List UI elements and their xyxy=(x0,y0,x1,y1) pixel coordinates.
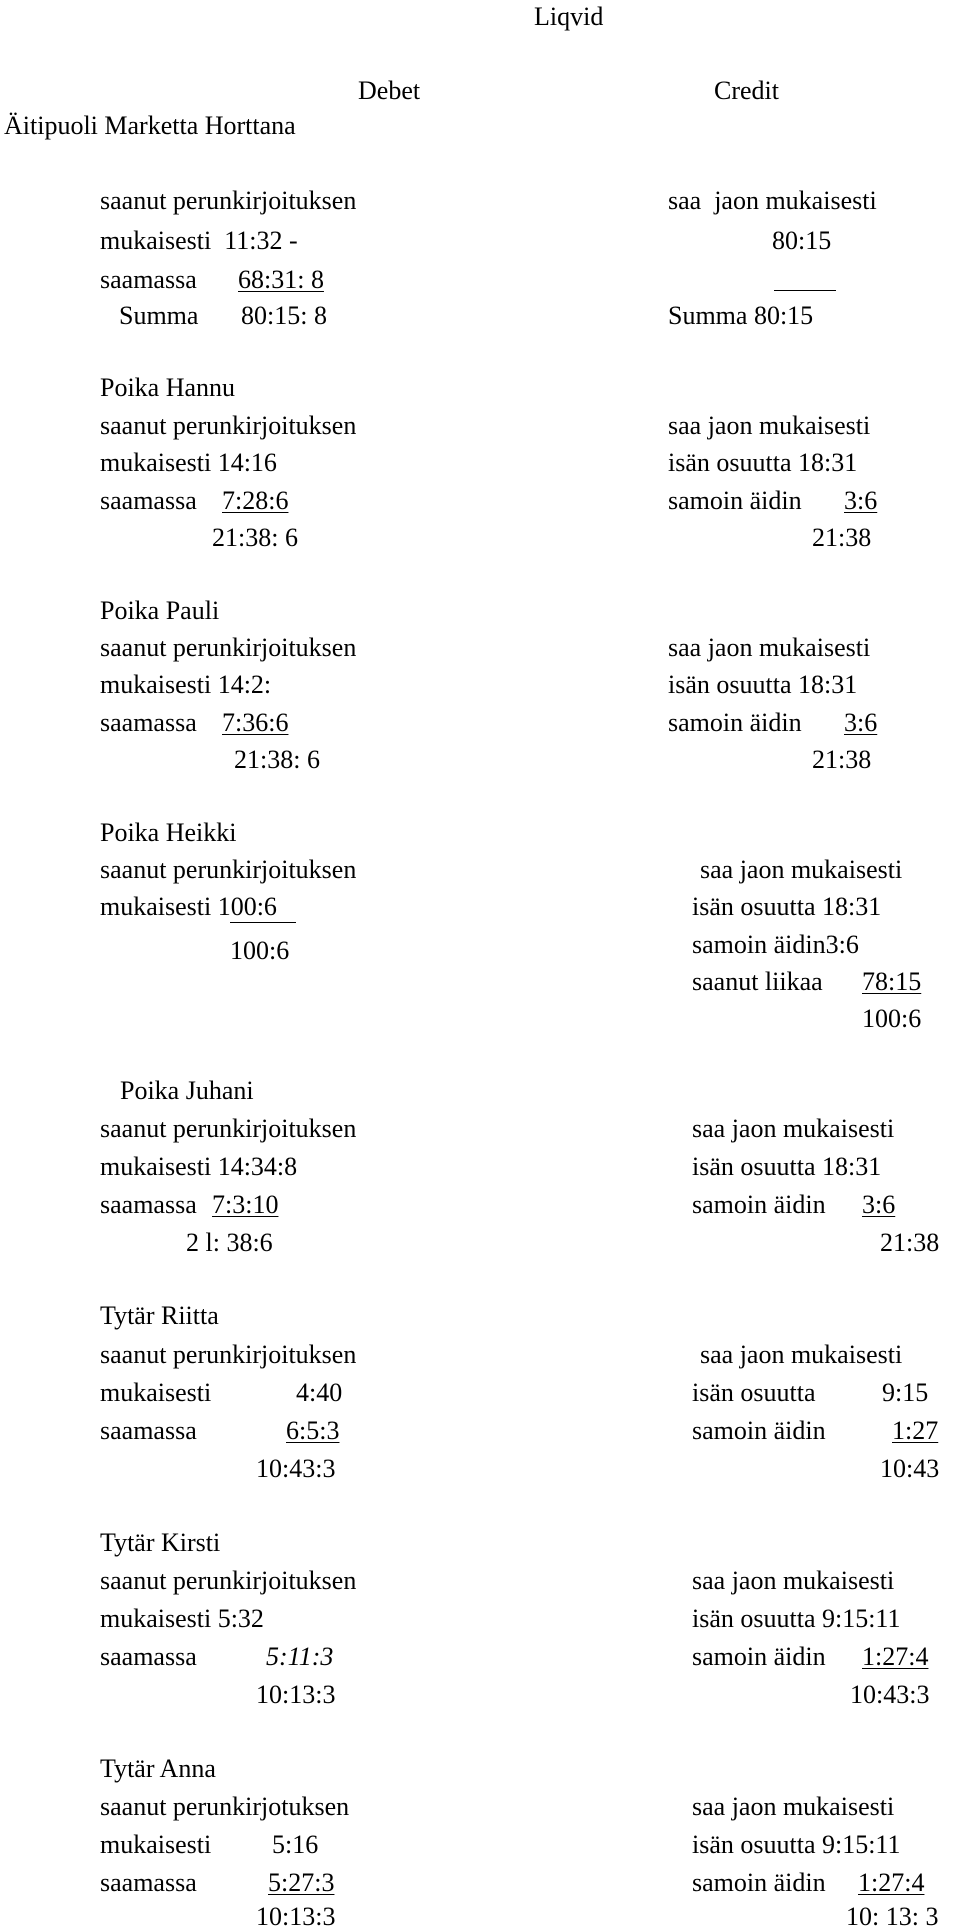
riitta-debit-mukaisesti-value: 4:40 xyxy=(296,1378,343,1407)
anna-name: Tytär Anna xyxy=(100,1754,216,1783)
pauli-debit-line1: saanut perunkirjoituksen xyxy=(100,633,357,662)
heikki-debit-total: 100:6 xyxy=(230,936,290,965)
hannu-debit-line2: mukaisesti 14:16 xyxy=(100,448,277,477)
kirsti-credit-samoin-value: 1:27:4 xyxy=(862,1642,929,1671)
widow-debit-line1: saanut perunkirjoituksen xyxy=(100,186,357,215)
hannu-credit-samoin-value: 3:6 xyxy=(844,486,878,515)
anna-debit-mukaisesti-label: mukaisesti xyxy=(100,1830,212,1859)
hannu-credit-total: 21:38 xyxy=(812,523,872,552)
widow-debit-total-label: Summa xyxy=(119,301,199,330)
riitta-name: Tytär Riitta xyxy=(100,1301,219,1330)
kirsti-name: Tytär Kirsti xyxy=(100,1528,221,1557)
anna-debit-mukaisesti-value: 5:16 xyxy=(272,1830,319,1859)
anna-debit-total: 10:13:3 xyxy=(256,1902,336,1931)
riitta-credit-osuutta-label: isän osuutta xyxy=(692,1378,816,1407)
juhani-debit-saamassa-label: saamassa xyxy=(100,1190,197,1219)
heikki-name: Poika Heikki xyxy=(100,818,237,847)
juhani-debit-saamassa-value: 7:3:10 xyxy=(212,1190,279,1219)
juhani-debit-line1: saanut perunkirjoituksen xyxy=(100,1114,357,1143)
anna-credit-samoin-value: 1:27:4 xyxy=(858,1868,925,1897)
pauli-debit-total: 21:38: 6 xyxy=(234,745,320,774)
juhani-credit-samoin-label: samoin äidin xyxy=(692,1190,826,1219)
riitta-credit-total: 10:43 xyxy=(880,1454,940,1483)
juhani-credit-samoin-value: 3:6 xyxy=(862,1190,896,1219)
anna-debit-line1: saanut perunkirjotuksen xyxy=(100,1792,350,1821)
juhani-credit-line1: saa jaon mukaisesti xyxy=(692,1114,895,1143)
riitta-credit-osuutta-value: 9:15 xyxy=(882,1378,929,1407)
hannu-name: Poika Hannu xyxy=(100,373,236,402)
widow-credit-line1: saa jaon mukaisesti xyxy=(668,186,877,215)
riitta-credit-samoin-value: 1:27 xyxy=(892,1416,939,1445)
heikki-credit-liikaa-label: saanut liikaa xyxy=(692,967,823,996)
heikki-debit-sum-rule xyxy=(230,922,296,923)
widow-credit-line2: 80:15 xyxy=(772,226,832,255)
juhani-debit-line2: mukaisesti 14:34:8 xyxy=(100,1152,298,1181)
juhani-name: Poika Juhani xyxy=(120,1076,254,1105)
anna-credit-samoin-label: samoin äidin xyxy=(692,1868,826,1897)
kirsti-credit-samoin-label: samoin äidin xyxy=(692,1642,826,1671)
heikki-debit-line1: saanut perunkirjoituksen xyxy=(100,855,357,884)
widow-credit-total: Summa 80:15 xyxy=(668,301,814,330)
kirsti-credit-line2: isän osuutta 9:15:11 xyxy=(692,1604,901,1633)
widow-name: Äitipuoli Marketta Horttana xyxy=(4,111,296,140)
heikki-credit-liikaa-value: 78:15 xyxy=(862,967,922,996)
hannu-credit-samoin-label: samoin äidin xyxy=(668,486,802,515)
juhani-credit-total: 21:38 xyxy=(880,1228,940,1257)
widow-debit-saamassa-label: saamassa xyxy=(100,265,197,294)
widow-debit-saamassa-value: 68:31: 8 xyxy=(238,265,324,294)
pauli-credit-total: 21:38 xyxy=(812,745,872,774)
pauli-debit-line2: mukaisesti 14:2: xyxy=(100,670,272,699)
kirsti-credit-line1: saa jaon mukaisesti xyxy=(692,1566,895,1595)
heikki-credit-line1: saa jaon mukaisesti xyxy=(700,855,903,884)
debit-column-header: Debet xyxy=(358,76,421,105)
page-title: Liqvid xyxy=(534,2,604,31)
anna-credit-line1: saa jaon mukaisesti xyxy=(692,1792,895,1821)
hannu-debit-saamassa-value: 7:28:6 xyxy=(222,486,289,515)
hannu-credit-line1: saa jaon mukaisesti xyxy=(668,411,871,440)
juhani-credit-line2: isän osuutta 18:31 xyxy=(692,1152,882,1181)
riitta-debit-total: 10:43:3 xyxy=(256,1454,336,1483)
anna-credit-line2: isän osuutta 9:15:11 xyxy=(692,1830,901,1859)
credit-column-header: Credit xyxy=(714,76,779,105)
pauli-credit-line2: isän osuutta 18:31 xyxy=(668,670,858,699)
heikki-credit-line2: isän osuutta 18:31 xyxy=(692,892,882,921)
riitta-debit-saamassa-value: 6:5:3 xyxy=(286,1416,340,1445)
heikki-debit-line2: mukaisesti 100:6 xyxy=(100,892,277,921)
heikki-credit-total: 100:6 xyxy=(862,1004,922,1033)
pauli-debit-saamassa-value: 7:36:6 xyxy=(222,708,289,737)
riitta-credit-samoin-label: samoin äidin xyxy=(692,1416,826,1445)
kirsti-debit-saamassa-label: saamassa xyxy=(100,1642,197,1671)
pauli-credit-samoin-label: samoin äidin xyxy=(668,708,802,737)
kirsti-debit-total: 10:13:3 xyxy=(256,1680,336,1709)
juhani-debit-total: 2 l: 38:6 xyxy=(186,1228,273,1257)
hannu-debit-total: 21:38: 6 xyxy=(212,523,298,552)
widow-debit-total-value: 80:15: 8 xyxy=(241,301,327,330)
kirsti-debit-line1: saanut perunkirjoituksen xyxy=(100,1566,357,1595)
heikki-credit-line3: samoin äidin3:6 xyxy=(692,930,859,959)
widow-credit-sum-rule xyxy=(774,290,836,291)
hannu-debit-saamassa-label: saamassa xyxy=(100,486,197,515)
widow-debit-line2: mukaisesti 11:32 - xyxy=(100,226,298,255)
kirsti-debit-saamassa-value: 5:11:3 xyxy=(266,1642,334,1671)
anna-credit-total: 10: 13: 3 xyxy=(846,1902,939,1931)
riitta-debit-saamassa-label: saamassa xyxy=(100,1416,197,1445)
anna-debit-saamassa-label: saamassa xyxy=(100,1868,197,1897)
riitta-credit-line1: saa jaon mukaisesti xyxy=(700,1340,903,1369)
riitta-debit-mukaisesti-label: mukaisesti xyxy=(100,1378,212,1407)
pauli-debit-saamassa-label: saamassa xyxy=(100,708,197,737)
anna-debit-saamassa-value: 5:27:3 xyxy=(268,1868,335,1897)
kirsti-debit-line2: mukaisesti 5:32 xyxy=(100,1604,264,1633)
hannu-debit-line1: saanut perunkirjoituksen xyxy=(100,411,357,440)
pauli-credit-samoin-value: 3:6 xyxy=(844,708,878,737)
hannu-credit-line2: isän osuutta 18:31 xyxy=(668,448,858,477)
riitta-debit-line1: saanut perunkirjoituksen xyxy=(100,1340,357,1369)
pauli-name: Poika Pauli xyxy=(100,596,220,625)
kirsti-credit-total: 10:43:3 xyxy=(850,1680,930,1709)
pauli-credit-line1: saa jaon mukaisesti xyxy=(668,633,871,662)
